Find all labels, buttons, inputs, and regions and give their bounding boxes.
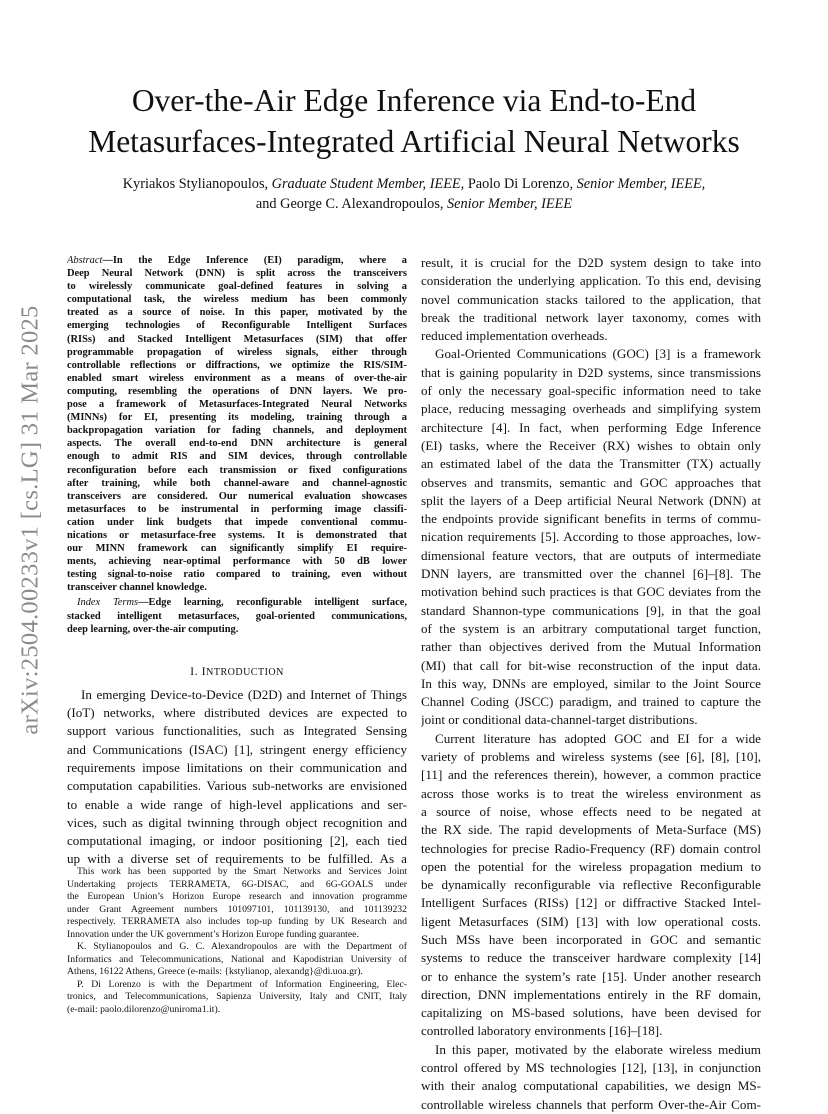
text-line: controllable wireless channels that perform Over-the-Air Com- bbox=[421, 1096, 761, 1112]
text-line: controllable reflections or diffractions, we optimize the RIS/SIM- bbox=[67, 359, 407, 371]
text-line: after training, while both channel-aware and channel-agnostic bbox=[67, 477, 407, 489]
text-line: and Communications (ISAC) [1], stringent energy efficiency bbox=[67, 741, 407, 757]
section-numeral: I. bbox=[190, 663, 202, 678]
text-line: Deep Neural Network (DNN) is split across the transceivers bbox=[67, 268, 407, 280]
text-line: transceiver channel knowledge. bbox=[67, 582, 207, 594]
text-line: support various functionalities, such as Integrated Sensing bbox=[67, 723, 407, 739]
right-column bbox=[421, 254, 761, 1114]
text-line: our MINN framework can significantly simplify EI require- bbox=[67, 543, 407, 555]
text-line: treated as a source of noise. In this paper, motivated by the bbox=[67, 307, 407, 319]
text-line: the RX side. The rapid developments of Meta-Surface (MS) bbox=[421, 822, 761, 838]
author-role: Senior Member, IEEE bbox=[447, 196, 573, 212]
intro-paragraph-3 bbox=[421, 730, 761, 1041]
index-terms-first-line bbox=[67, 596, 407, 609]
index-terms-body bbox=[67, 610, 407, 636]
text-line: In this paper, motivated by the elaborate wireless medium bbox=[435, 1041, 761, 1057]
text-line: technologies for precise Radio-Frequency (RF) domain control bbox=[421, 840, 761, 856]
text-line: testing signal-to-noise ratio compared to training, even without bbox=[67, 569, 407, 581]
text-line: systems to reduce the transceiver hardware complexity [14] bbox=[421, 950, 761, 966]
footnote-affiliation-1 bbox=[67, 941, 407, 979]
text-line: dimensional feature vectors, that are outputs of intermediate bbox=[421, 547, 761, 563]
text-line: or to enhance the system’s rate [15]. Under another research bbox=[421, 968, 761, 984]
text-line: the endpoints provide significant benefits in terms of commu- bbox=[421, 511, 761, 527]
text-line: standard Shannon-type communications [9], in that the goal bbox=[421, 602, 761, 618]
text-line: of the system is an arbitrary computational target function, bbox=[421, 620, 761, 636]
text-line: that is gaining popularity in D2D systems, since transmissions bbox=[421, 364, 761, 380]
text-line: Such MSs have been incorporated in GOC and semantic bbox=[421, 931, 761, 947]
text-line: emerging technologies of Reconfigurable Intelligent Surfaces bbox=[67, 320, 407, 332]
text-line: under Grant Agreement numbers 101097101, 101139130, and 101139232 bbox=[67, 903, 407, 915]
text-line: (MI) that call for bit-wise reconstruction of the input data. bbox=[421, 657, 761, 673]
section-title-rest: NTRODUCTION bbox=[206, 666, 284, 678]
text-line: reduced implementation overheads. bbox=[421, 328, 608, 344]
text-line: joint or conditional data-channel-target distributions. bbox=[421, 712, 698, 728]
text-line: vices, such as digital twinning through object recognition and bbox=[67, 814, 407, 830]
text-line: requirements impose limitations on their communication and bbox=[67, 759, 407, 775]
text-line: Goal-Oriented Communications (GOC) [3] is a framework bbox=[435, 346, 761, 362]
text-line: of only the necessary goal-specific information need to take bbox=[421, 383, 761, 399]
index-terms-text: —Edge learning, reconfigurable intelligent surface, bbox=[138, 597, 407, 609]
text-line: reconfiguration before each transmission or fixed configurations bbox=[67, 464, 407, 476]
text-line: Channel Coding (JSCC) paradigm, and trained to capture the bbox=[421, 694, 761, 710]
text-line: direction, DNN implementations entirely in the RF domain, bbox=[421, 986, 761, 1002]
text-line: computational task, the wireless medium has been commonly bbox=[67, 294, 407, 306]
text-line: variety of problems and wireless systems (see [6], [8], [10], bbox=[421, 749, 761, 765]
text-line: control offered by MS technologies [12], [13], in conjunction bbox=[421, 1060, 761, 1076]
text-line: novel communication stacks tailored to the application, that bbox=[421, 291, 761, 307]
abstract bbox=[67, 254, 407, 594]
author-name: Paolo Di Lorenzo, bbox=[464, 176, 577, 192]
text-line: across those works is to treat the wireless environment as bbox=[421, 785, 761, 801]
text-line: a source of noise, whose effects need to be negated at bbox=[421, 803, 761, 819]
text-line: In this way, DNNs are employed, similar to the Joint Source bbox=[421, 675, 761, 691]
text-line: stacked intelligent metasurfaces, goal-oriented communications, bbox=[67, 610, 407, 622]
abstract-body bbox=[67, 267, 407, 594]
text-line: computational imaging, or indoor positioning [2], each tied bbox=[67, 833, 407, 849]
text-line: an estimated label of the data the Transmitter (TX) actually bbox=[421, 456, 761, 472]
author-role: Graduate Student Member, IEEE, bbox=[271, 176, 465, 192]
text-line: to enable a wide range of high-level applications and ser- bbox=[67, 796, 407, 812]
text-line: [11] and the references therein), however, a common practice bbox=[421, 767, 761, 783]
footnotes bbox=[67, 866, 407, 1016]
text-line: split the layers of a Deep artificial Neural Network (DNN) at bbox=[421, 492, 761, 508]
text-line: programmable propagation of wireless signals, either through bbox=[67, 346, 407, 358]
text-line: computing, resembling the operations of DNN layers. We pro- bbox=[67, 385, 407, 397]
abstract-text: —In the Edge Inference (EI) paradigm, where a bbox=[102, 255, 407, 266]
text-line: respectively. TERRAMETA also includes top-up funding by UK Research and bbox=[67, 916, 407, 927]
paper-header bbox=[40, 80, 788, 214]
text-line: metasurfaces to be instrumental in performing image classifi- bbox=[67, 503, 407, 515]
text-line: P. Di Lorenzo is with the Department of Information Engineering, Elec- bbox=[77, 978, 407, 990]
arxiv-identifier-text: arXiv:2504.00233v1 [cs.LG] 31 Mar 2025 bbox=[17, 305, 45, 735]
section-title-initial: I bbox=[201, 663, 207, 678]
index-terms bbox=[67, 596, 407, 635]
text-line: (IoT) networks, where distributed devices are expected to bbox=[67, 705, 407, 721]
text-line: ments, achieving near-optimal performance with 50 dB lower bbox=[67, 556, 407, 568]
text-line: nication requirements [5]. According to those approaches, low- bbox=[421, 529, 761, 545]
text-line: tronics, and Telecommunications, Sapienza University, Italy and CNIT, Italy bbox=[67, 991, 407, 1002]
author-name: and George C. Alexandropoulos, bbox=[255, 196, 448, 212]
text-line: nications or metasurface-free systems. It is demonstrated that bbox=[67, 529, 407, 541]
text-line: deep learning, over-the-air computing. bbox=[67, 623, 239, 635]
paper-title-line-1: Over-the-Air Edge Inference via End-to-End bbox=[131, 83, 697, 118]
text-line: open the potential for the wireless propagation medium to bbox=[421, 858, 761, 874]
intro-paragraph-2 bbox=[421, 345, 761, 729]
text-line: the European Union’s Horizon Europe research and innovation programme bbox=[67, 891, 407, 902]
text-line: with their analog computational capabilities, we design MS- bbox=[421, 1078, 761, 1094]
text-line: DNN layers, are transmitted over the channel [6]–[8]. The bbox=[421, 566, 761, 582]
text-line: Innovation under the UK government’s Horizon Europe funding guarantee. bbox=[67, 928, 359, 940]
text-line: rather than objectives derived from the Mutual Information bbox=[421, 639, 761, 655]
text-line: (e-mail: paolo.dilorenzo@uniroma1.it). bbox=[67, 1003, 221, 1015]
text-line: observes and transmits, semantic and GOC approaches that bbox=[421, 474, 761, 490]
author-list bbox=[40, 174, 788, 214]
author-name: Kyriakos Stylianopoulos, bbox=[122, 176, 272, 192]
text-line: be dynamically reconfigurable via reflective Reconfigurable bbox=[421, 877, 761, 893]
text-line: to wirelessly communicate goal-defined features in solving a bbox=[67, 281, 407, 293]
abstract-first-line bbox=[67, 254, 407, 267]
intro-paragraph-1 bbox=[67, 686, 407, 869]
text-line: This work has been supported by the Smart Networks and Services Joint bbox=[77, 866, 407, 877]
text-line: Undertaking projects TERRAMETA, 6G-DISAC, and 6G-GOALS under bbox=[67, 878, 407, 890]
left-column bbox=[67, 254, 407, 869]
text-line: controlled laboratory environments [16]–[18]. bbox=[421, 1023, 663, 1039]
intro-paragraph-1-continued bbox=[421, 254, 761, 345]
text-line: Intelligent Surfaces (RISs) [12] or diffractive Stacked Intel- bbox=[421, 895, 761, 911]
text-line: result, it is crucial for the D2D system design to take into bbox=[421, 255, 761, 270]
footnote-affiliation-2 bbox=[67, 979, 407, 1017]
text-line: (EI) tasks, where the Receiver (RX) wishes to obtain only bbox=[421, 437, 761, 453]
arxiv-identifier bbox=[11, 280, 51, 760]
text-line: break the traditional network layer taxonomy, comes with bbox=[421, 309, 761, 325]
author-line-1 bbox=[40, 174, 788, 194]
text-line: computation capabilities. Various sub-networks are envisioned bbox=[67, 778, 407, 794]
paper-title-line-2: Metasurfaces-Integrated Artificial Neural Networks bbox=[88, 124, 740, 159]
abstract-label: Abstract bbox=[67, 255, 103, 266]
text-line: ligent Metasurfaces (SIM) [13] with low operational costs. bbox=[421, 913, 761, 929]
text-line: (RISs) and Stacked Intelligent Metasurfaces (SIM) that offer bbox=[67, 333, 407, 345]
text-line: place, reducing messaging overheads and simplifying system bbox=[421, 401, 761, 417]
text-line: capitalizing on MS-based solutions, have been devised for bbox=[421, 1005, 761, 1021]
text-line: consideration the underlying application. To this end, devising bbox=[421, 273, 761, 289]
text-line: (MINNs) for EI, presenting its modeling, training through a bbox=[67, 412, 407, 424]
text-line: In emerging Device-to-Device (D2D) and Internet of Things bbox=[81, 686, 407, 702]
text-line: cation under link budgets that impede conventional commu- bbox=[67, 516, 407, 528]
text-line: enough to admit RIS and SIM devices, through controllable bbox=[67, 451, 407, 463]
text-line: backpropagation variation for fading channels, and deployment bbox=[67, 425, 407, 437]
text-line: up with a diverse set of requirements to be fulfilled. As a bbox=[67, 851, 407, 867]
text-line: Athens, 16122 Athens, Greece (e-mails: {kstylianop, alexandg}@di.uoa.gr). bbox=[67, 966, 363, 977]
footnote-funding bbox=[67, 866, 407, 941]
text-line: transceivers are considered. Our numerical evaluation showcases bbox=[67, 490, 407, 502]
text-line: pose a framework of Metasurfaces-Integrated Neural Networks bbox=[67, 399, 407, 411]
text-line: architecture [4]. In fact, when performing Edge Inference bbox=[421, 419, 761, 435]
text-line: enabled smart wireless environment as a means of over-the-air bbox=[67, 372, 407, 384]
intro-paragraph-4 bbox=[421, 1041, 761, 1114]
author-line-2 bbox=[40, 194, 788, 214]
text-line: Current literature has adopted GOC and EI for a wide bbox=[435, 730, 761, 746]
text-line: K. Stylianopoulos and G. C. Alexandropoulos are with the Department of bbox=[77, 941, 407, 952]
author-role: Senior Member, IEEE, bbox=[576, 176, 706, 192]
text-line: Informatics and Telecommunications, National and Kapodistrian University of bbox=[67, 953, 407, 965]
section-heading-introduction bbox=[67, 656, 407, 686]
text-line: motivation behind such practices is that GOC deviates from the bbox=[421, 584, 761, 600]
text-line: aspects. The overall end-to-end DNN architecture is general bbox=[67, 438, 407, 450]
index-terms-label: Index Terms bbox=[77, 597, 139, 609]
